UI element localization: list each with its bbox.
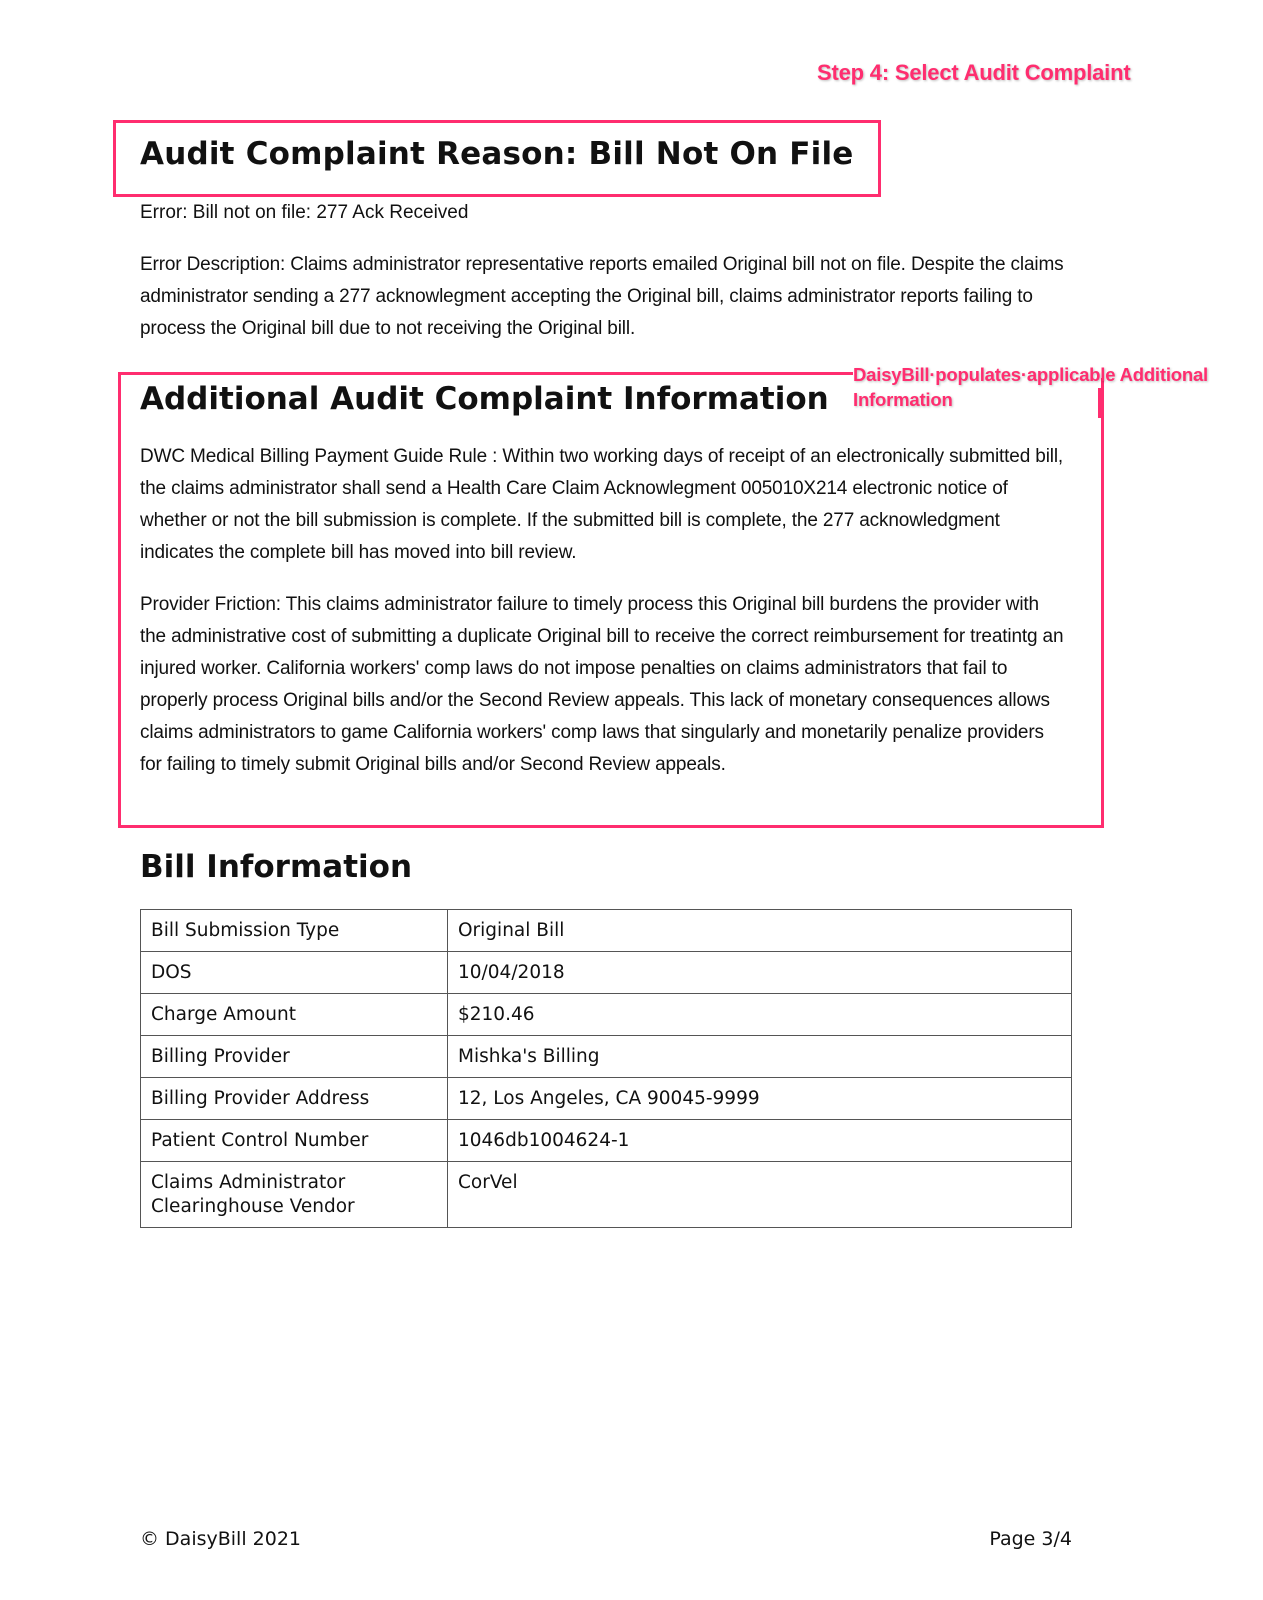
table-row xyxy=(141,952,1072,994)
bill-information-table xyxy=(140,909,1072,1228)
table-row xyxy=(141,1078,1072,1120)
annotation-connector-line xyxy=(845,372,853,375)
table-row xyxy=(141,1162,1072,1228)
row-value: $210.46 xyxy=(448,994,1072,1036)
row-label: DOS xyxy=(141,952,448,994)
error-description: Error Description: Claims administrator representative reports emailed Original bill not on file. Despite the claims administrator sending a 277 acknowlegment accepting the Original bill, claims administrator reports failing to process the Original bill due to not receiving the Original bill. xyxy=(140,254,1064,339)
row-label: Claims Administrator Clearinghouse Vendor xyxy=(141,1162,448,1228)
row-value: 12, Los Angeles, CA 90045-9999 xyxy=(448,1078,1072,1120)
provider-friction-paragraph: Provider Friction: This claims administrator failure to timely process this Original bill burdens the provider with the administrative cost of submitting a duplicate Original bill to receive the correct reimbursement for treatintg an injured worker. California workers' comp laws do not impose penalties on claims administrators that fail to properly process Original bills and/or the Second Review appeals. This lack of monetary consequences allows claims administrators to game California workers' comp laws that singularly and monetarily penalize providers for failing to timely submit Original bills and/or Second Review appeals. xyxy=(140,594,1064,775)
dwc-rule-paragraph: DWC Medical Billing Payment Guide Rule : Within two working days of receipt of an electronically submitted bill, the claims administrator shall send a Health Care Claim Acknowlegment 005010X214 electronic notice of whether or not the bill submission is complete. If the submitted bill is complete, the 277 acknowledgment indicates the complete bill has moved into bill review. xyxy=(140,446,1064,563)
additional-info-title: Additional Audit Complaint Information xyxy=(140,381,829,417)
row-label: Charge Amount xyxy=(141,994,448,1036)
table-row xyxy=(141,1120,1072,1162)
error-line: Error: Bill not on file: 277 Ack Received xyxy=(140,202,469,223)
footer-copyright: © DaisyBill 2021 xyxy=(140,1528,301,1550)
table-row xyxy=(141,910,1072,952)
row-label: Patient Control Number xyxy=(141,1120,448,1162)
table-row xyxy=(141,994,1072,1036)
audit-complaint-reason-title: Audit Complaint Reason: Bill Not On File xyxy=(140,136,854,172)
row-label: Billing Provider Address xyxy=(141,1078,448,1120)
row-label: Bill Submission Type xyxy=(141,910,448,952)
side-note-annotation: DaisyBill·populates·applicable Additional Information xyxy=(853,364,1208,410)
row-value: CorVel xyxy=(448,1162,1072,1228)
step-annotation: Step 4: Select Audit Complaint xyxy=(817,60,1131,85)
row-label: Billing Provider xyxy=(141,1036,448,1078)
footer-page-number: Page 3/4 xyxy=(989,1528,1072,1550)
row-value: Mishka's Billing xyxy=(448,1036,1072,1078)
row-value: 10/04/2018 xyxy=(448,952,1072,994)
row-value: 1046db1004624-1 xyxy=(448,1120,1072,1162)
table-row xyxy=(141,1036,1072,1078)
row-value: Original Bill xyxy=(448,910,1072,952)
bill-information-title: Bill Information xyxy=(140,849,413,885)
